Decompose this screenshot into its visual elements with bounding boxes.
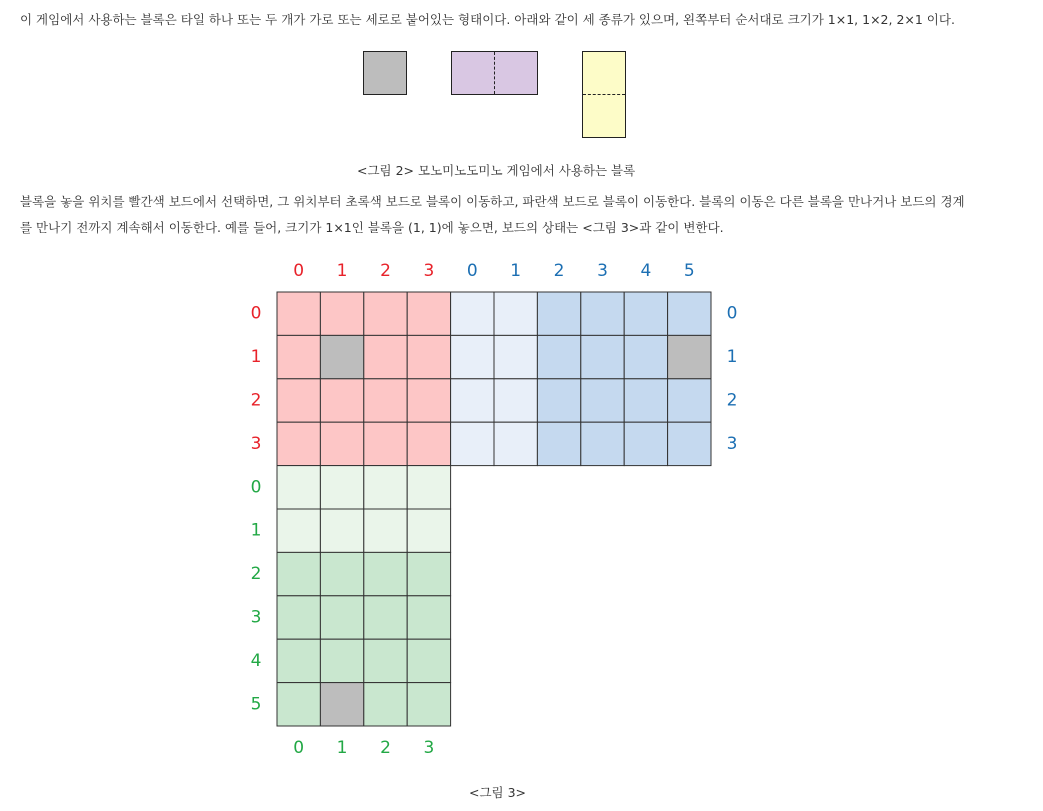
red-board-cell (277, 292, 320, 335)
blue-board-cell (668, 422, 711, 465)
blue-row-label: 2 (726, 390, 738, 411)
blue-board-cell (624, 292, 667, 335)
red-board-cell (364, 335, 407, 378)
green-board-cell (364, 552, 407, 595)
green-board-cell (277, 509, 320, 552)
green-row-label: 3 (250, 607, 262, 628)
green-board-cell (277, 552, 320, 595)
red-board-cell (277, 379, 320, 422)
blue-col-label: 1 (510, 261, 522, 281)
blue-col-label: 0 (466, 261, 478, 281)
red-col-label: 3 (423, 261, 435, 281)
green-board-cell (364, 683, 407, 726)
green-row-label: 1 (250, 520, 262, 541)
green-board-cell (364, 639, 407, 682)
green-board-cell (320, 639, 363, 682)
green-board-cell (407, 466, 450, 509)
blue-board-cell (537, 379, 580, 422)
green-row-label: 5 (250, 694, 262, 715)
blue-board-cell (537, 422, 580, 465)
red-board-cell (407, 335, 450, 378)
green-board-cell (320, 509, 363, 552)
green-board-cell (407, 596, 450, 639)
blue-board-cell (451, 335, 494, 378)
red-col-label: 0 (293, 261, 305, 281)
blue-board-cell (451, 379, 494, 422)
blue-row-label: 1 (726, 347, 738, 368)
blue-board-cell (494, 335, 537, 378)
red-row-label: 3 (250, 433, 262, 454)
green-board-cell (407, 639, 450, 682)
blue-board-cell (668, 379, 711, 422)
blue-board-cell (494, 422, 537, 465)
red-board-block (320, 335, 363, 378)
red-board-cell (364, 379, 407, 422)
blue-board-cell (451, 292, 494, 335)
red-board-cell (407, 292, 450, 335)
red-row-label: 0 (250, 303, 262, 324)
red-row-label: 1 (250, 347, 262, 368)
green-board-cell (364, 596, 407, 639)
green-col-label: 0 (293, 738, 305, 758)
red-board-cell (320, 292, 363, 335)
green-col-label: 3 (423, 738, 435, 758)
blue-board-cell (494, 292, 537, 335)
green-board-cell (277, 683, 320, 726)
blue-board-cell (668, 292, 711, 335)
blue-board-cell (537, 335, 580, 378)
red-board-cell (407, 379, 450, 422)
green-board-cell (277, 466, 320, 509)
green-board-cell (277, 639, 320, 682)
blue-board-cell (624, 379, 667, 422)
green-col-label: 2 (380, 738, 391, 758)
blue-board-block (668, 335, 711, 378)
blue-col-label: 3 (597, 261, 608, 281)
blue-row-label: 0 (726, 303, 738, 324)
intro-paragraph: 이 게임에서 사용하는 블록은 타일 하나 또는 두 개가 가로 또는 세로로 붙어있는 형태이다. 아래와 같이 세 종류가 있으며, 왼쪽부터 순서대로 크기가 1×1, 1×2, 2×1 이다. (20, 12, 955, 27)
green-board-cell (364, 509, 407, 552)
blue-row-label: 3 (726, 433, 738, 454)
red-board-cell (407, 422, 450, 465)
red-board-cell (277, 422, 320, 465)
blue-col-label: 4 (640, 261, 652, 281)
figure-3-caption: <그림 3> (469, 785, 527, 800)
blue-board-cell (581, 379, 624, 422)
green-row-label: 2 (250, 564, 262, 585)
red-board-cell (277, 335, 320, 378)
green-board-cell (320, 552, 363, 595)
red-board-cell (320, 379, 363, 422)
blue-board-cell (537, 292, 580, 335)
green-board-cell (407, 509, 450, 552)
blue-board-cell (624, 422, 667, 465)
red-col-label: 1 (336, 261, 348, 281)
red-board-cell (320, 422, 363, 465)
green-board-cell (364, 466, 407, 509)
green-board-cell (407, 683, 450, 726)
red-col-label: 2 (380, 261, 391, 281)
red-row-label: 2 (250, 390, 262, 411)
red-board-cell (364, 422, 407, 465)
blue-board-cell (581, 292, 624, 335)
green-board-block (320, 683, 363, 726)
green-board-cell (407, 552, 450, 595)
blue-col-label: 2 (553, 261, 565, 281)
figure-2-caption: <그림 2> 모노미노도미노 게임에서 사용하는 블록 (357, 163, 636, 178)
blue-board-cell (581, 335, 624, 378)
green-board-cell (320, 596, 363, 639)
green-board-cell (320, 466, 363, 509)
body-paragraph-line-2: 를 만나기 전까지 계속해서 이동한다. 예를 들어, 크기가 1×1인 블록을 (1, 1)에 놓으면, 보드의 상태는 <그림 3>과 같이 변한다. (20, 220, 724, 235)
body-paragraph-line-1: 블록을 놓을 위치를 빨간색 보드에서 선택하면, 그 위치부터 초록색 보드로 블록이 이동하고, 파란색 보드로 블록이 이동한다. 블록의 이동은 다른 블록을 만나거나 보드의 경계 (20, 194, 965, 209)
green-board-cell (277, 596, 320, 639)
red-board-cell (364, 292, 407, 335)
blue-board-cell (581, 422, 624, 465)
blue-board-cell (624, 335, 667, 378)
blue-col-label: 5 (683, 261, 695, 281)
green-col-label: 1 (336, 738, 348, 758)
green-row-label: 4 (250, 650, 262, 671)
blue-board-cell (451, 422, 494, 465)
green-row-label: 0 (250, 477, 262, 498)
blue-board-cell (494, 379, 537, 422)
